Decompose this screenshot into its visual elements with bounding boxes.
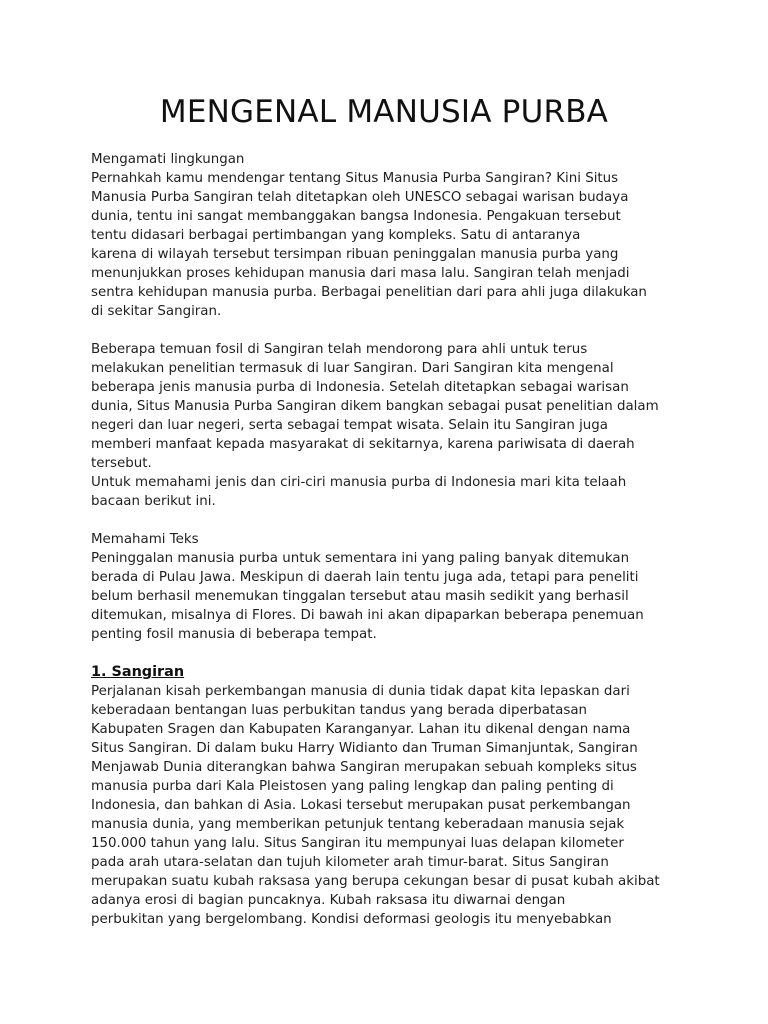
intro-paragraph-2 — [91, 340, 691, 511]
text-line: manusia purba dari Kala Pleistosen yang paling lengkap dan paling penting di — [91, 779, 614, 794]
paragraph-gap — [91, 644, 691, 663]
text-line: Untuk memahami jenis dan ciri-ciri manusia purba di Indonesia mari kita telaah — [91, 475, 627, 490]
text-line: bacaan berikut ini. — [91, 494, 216, 509]
text-line: Beberapa temuan fosil di Sangiran telah mendorong para ahli untuk terus — [91, 342, 588, 357]
text-line: 150.000 tahun yang lalu. Situs Sangiran itu mempunyai luas delapan kilometer — [91, 836, 624, 851]
text-line: dunia, tentu ini sangat membanggakan bangsa Indonesia. Pengakuan tersebut — [91, 209, 621, 224]
text-line: melakukan penelitian termasuk di luar Sangiran. Dari Sangiran kita mengenal — [91, 361, 614, 376]
text-line: dunia, Situs Manusia Purba Sangiran dikem bangkan sebagai pusat penelitian dalam — [91, 399, 659, 414]
text-line: perbukitan yang bergelombang. Kondisi deformasi geologis itu menyebabkan — [91, 912, 612, 927]
text-line: keberadaan bentangan luas perbukitan tandus yang berada diperbatasan — [91, 703, 588, 718]
text-line: tersebut. — [91, 456, 152, 471]
paragraph-gap — [91, 321, 691, 340]
text-line: Situs Sangiran. Di dalam buku Harry Widianto dan Truman Simanjuntak, Sangiran — [91, 741, 638, 756]
paragraph-gap — [91, 511, 691, 530]
text-line: di sekitar Sangiran. — [91, 304, 222, 319]
text-line: tentu didasari berbagai pertimbangan yang kompleks. Satu di antaranya — [91, 228, 581, 243]
text-line: karena di wilayah tersebut tersimpan ribuan peninggalan manusia purba yang — [91, 247, 619, 262]
text-line: memberi manfaat kepada masyarakat di sekitarnya, karena pariwisata di daerah — [91, 437, 635, 452]
text-line: Menjawab Dunia diterangkan bahwa Sangiran merupakan sebuah kompleks situs — [91, 760, 637, 775]
text-line: adanya erosi di bagian puncaknya. Kubah raksasa itu diwarnai dengan — [91, 893, 566, 908]
text-line: Peninggalan manusia purba untuk sementara ini yang paling banyak ditemukan — [91, 551, 630, 566]
text-line: Perjalanan kisah perkembangan manusia di dunia tidak dapat kita lepaskan dari — [91, 684, 630, 699]
section-1-paragraph — [91, 682, 691, 929]
text-line: negeri dan luar negeri, serta sebagai tempat wisata. Selain itu Sangiran juga — [91, 418, 608, 433]
text-line: menunjukkan proses kehidupan manusia dari masa lalu. Sangiran telah menjadi — [91, 266, 630, 281]
text-line: penting fosil manusia di beberapa tempat. — [91, 627, 377, 642]
text-line: beberapa jenis manusia purba di Indonesia. Setelah ditetapkan sebagai warisan — [91, 380, 629, 395]
text-line: berada di Pulau Jawa. Meskipun di daerah lain tentu juga ada, tetapi para peneliti — [91, 570, 639, 585]
intro-heading: Mengamati lingkungan — [91, 152, 245, 167]
text-line: pada arah utara-selatan dan tujuh kilometer arah timur-barat. Situs Sangiran — [91, 855, 609, 870]
page-title: MENGENAL MANUSIA PURBA — [159, 94, 609, 130]
section-1-heading-row — [91, 663, 691, 682]
understanding-paragraph — [91, 549, 691, 644]
text-line: merupakan suatu kubah raksasa yang berupa cekungan besar di pusat kubah akibat — [91, 874, 660, 889]
text-line: ditemukan, misalnya di Flores. Di bawah ini akan dipaparkan beberapa penemuan — [91, 608, 644, 623]
text-line: Kabupaten Sragen dan Kabupaten Karanganyar. Lahan itu dikenal dengan nama — [91, 722, 631, 737]
text-line: sentra kehidupan manusia purba. Berbagai penelitian dari para ahli juga dilakukan — [91, 285, 647, 300]
intro-paragraph-1 — [91, 169, 691, 321]
text-line: Pernahkah kamu mendengar tentang Situs Manusia Purba Sangiran? Kini Situs — [91, 171, 619, 186]
understanding-heading: Memahami Teks — [91, 532, 199, 547]
text-line: Manusia Purba Sangiran telah ditetapkan oleh UNESCO sebagai warisan budaya — [91, 190, 629, 205]
text-line: manusia dunia, yang memberikan petunjuk tentang keberadaan manusia sejak — [91, 817, 625, 832]
document-body — [91, 150, 691, 929]
section-1-heading: 1. Sangiran — [91, 664, 185, 680]
text-line: belum berhasil menemukan tinggalan tersebut atau masih sedikit yang berhasil — [91, 589, 629, 604]
text-line: Indonesia, dan bahkan di Asia. Lokasi tersebut merupakan pusat perkembangan — [91, 798, 631, 813]
